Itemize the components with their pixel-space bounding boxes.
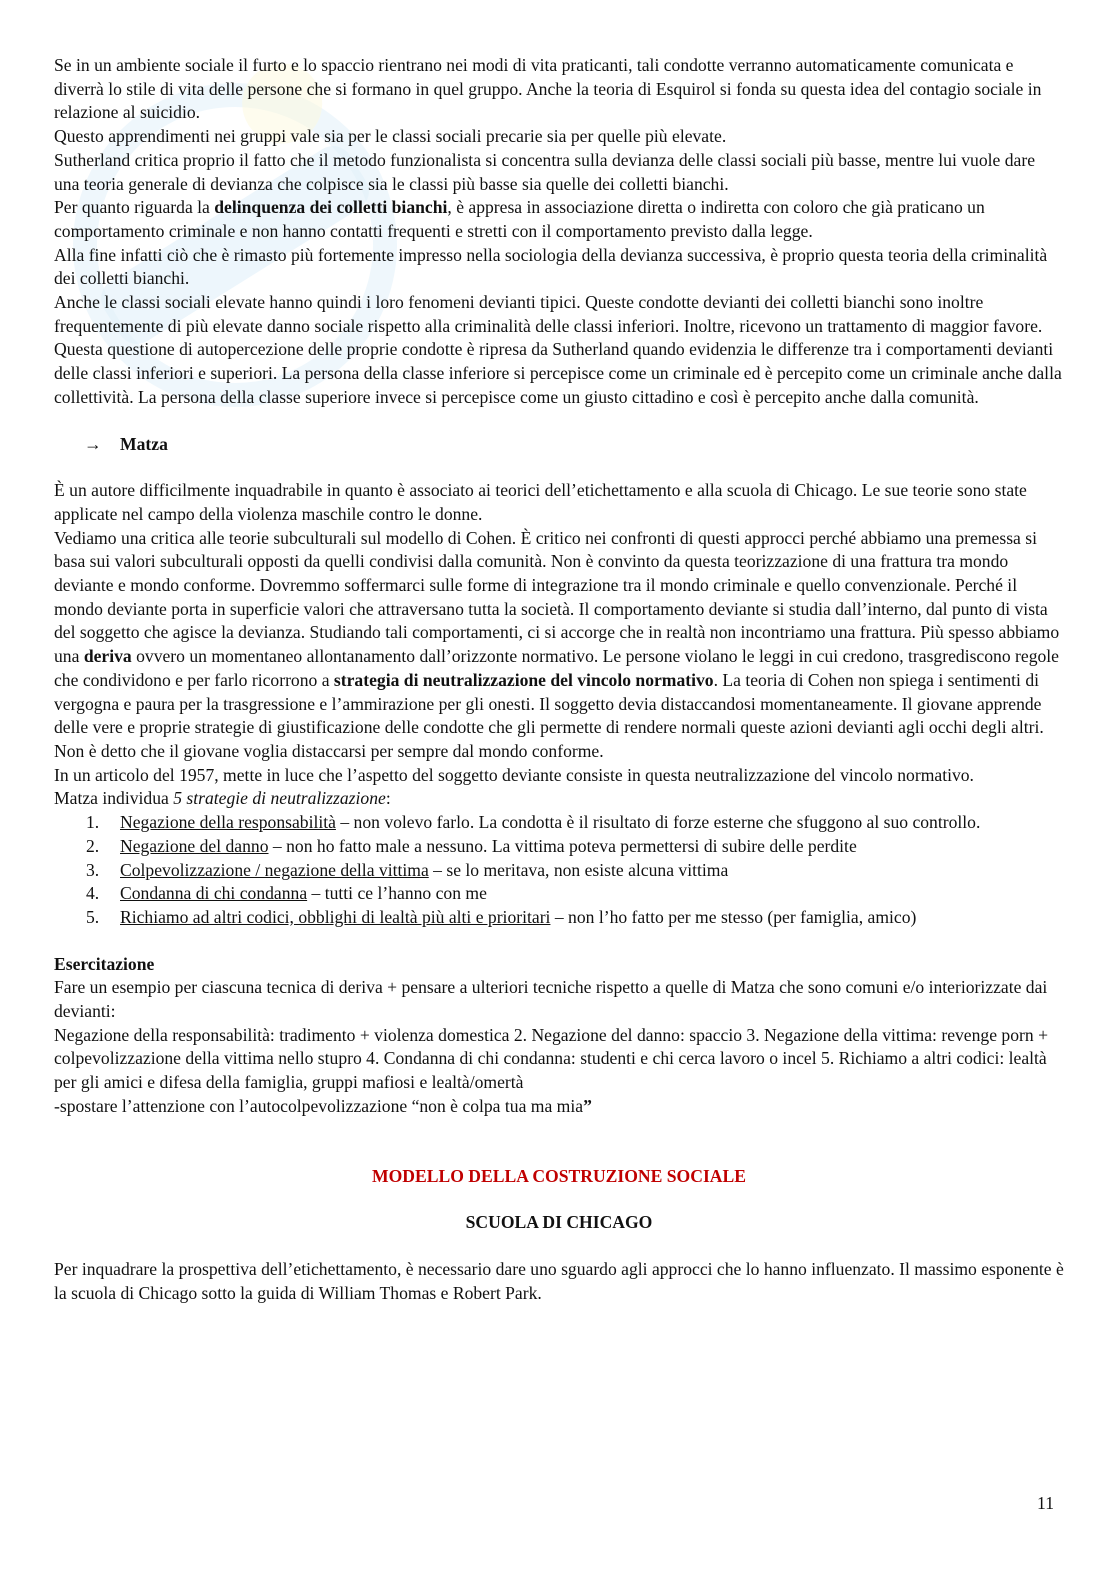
- strategy-desc: – se lo meritava, non esiste alcuna vittima: [428, 859, 729, 880]
- strategy-title: Colpevolizzazione / negazione della vittima: [120, 859, 429, 880]
- text-line: [54, 527, 1064, 764]
- text-line: Alla fine infatti ciò che è rimasto più fortemente impresso nella sociologia della devianza successiva, è proprio questa teoria della criminalità dei colletti bianchi.: [54, 244, 1048, 289]
- paragraph-chicago: Per inquadrare la prospettiva dell’etichettamento, è necessario dare uno sguardo agli approcci che lo hanno influenzato. Il massimo esponente è la scuola di Chicago sotto la guida di William Thomas e Robert Park.: [54, 1258, 1064, 1303]
- list-item: [54, 906, 1064, 930]
- strategy-desc: – tutti ce l’hanno con me: [307, 883, 487, 904]
- text-line: [54, 1095, 1064, 1119]
- subsection-title: SCUOLA DI CHICAGO: [465, 1212, 653, 1233]
- text-line: [54, 196, 1064, 243]
- italic-term: 5 strategie di neutralizzazione: [173, 788, 386, 809]
- text-line: Questo apprendimenti nei gruppi vale sia per le classi sociali precarie sia per quelle più elevate.: [54, 126, 727, 147]
- bold-term: strategia di neutralizzazione del vincolo normativo: [333, 669, 714, 690]
- matza-heading: [54, 433, 1064, 457]
- bold-term: delinquenza dei colletti bianchi: [214, 197, 448, 218]
- strategy-desc: – non l’ho fatto per me stesso (per famiglia, amico): [550, 906, 917, 927]
- page-number: 11: [1037, 1493, 1054, 1513]
- arrow-icon: →: [84, 433, 102, 454]
- text-line: Sutherland critica proprio il fatto che il metodo funzionalista si concentra sulla devianza delle classi sociali più basse, mentre lui vuole dare una teoria generale di devianza che colpisce sia le classi più basse sia quelle dei colletti bianchi.: [54, 149, 1036, 194]
- list-item: [54, 882, 1064, 906]
- strategy-desc: – non volevo farlo. La condotta è il risultato di forze esterne che sfuggono al suo controllo.: [335, 812, 981, 833]
- exercise-section: [54, 953, 1064, 1119]
- bold-term: ”: [583, 1095, 592, 1116]
- text-line: In un articolo del 1957, mette in luce che l’aspetto del soggetto deviante consiste in questa neutralizzazione del vincolo normativo.: [54, 764, 974, 785]
- text-run: :: [385, 788, 391, 809]
- text-line: Fare un esempio per ciascuna tecnica di deriva + pensare a ulteriori tecniche rispetto a quelle di Matza che sono comuni e/o interiorizzate dai devianti:: [54, 977, 1048, 1022]
- heading-label: Matza: [120, 433, 168, 454]
- text-line: Se in un ambiente sociale il furto e lo spaccio rientrano nei modi di vita praticanti, tali condotte verranno automaticamente comunicata e diverrà lo stile di vita delle persone che si formano in quel gruppo. Anche la teoria di Esquirol si fonda su questa idea del contagio sociale in relazione al suicidio.: [54, 55, 1042, 123]
- bold-term: deriva: [83, 646, 132, 667]
- text-line: [54, 787, 1064, 811]
- paragraph-sutherland: [54, 54, 1064, 410]
- strategy-title: Negazione della responsabilità: [120, 812, 336, 833]
- strategy-desc: – non ho fatto male a nessuno. La vittima poteva permettersi di subire delle perdite: [268, 835, 857, 856]
- text-run: . La teoria di Cohen non spiega i sentimenti di vergogna e paura per la trasgressione e l’ammirazione per gli onesti. Il soggetto devia distaccandosi momentaneamente. Il giovane apprende delle vere e proprie strategie di giustificazione delle condotte che gli permette di rendere normali queste azioni devianti agli occhi degli altri. Non è detto che il giovane voglia distaccarsi per sempre dal mondo conforme.: [54, 669, 1044, 761]
- list-number: 3.: [86, 859, 100, 880]
- text-run: -spostare l’attenzione con l’autocolpevolizzazione “non è colpa tua ma mia: [54, 1095, 584, 1116]
- paragraph-matza: [54, 479, 1064, 811]
- list-item: [54, 859, 1064, 883]
- strategy-title: Negazione del danno: [120, 835, 269, 856]
- list-number: 5.: [86, 906, 100, 927]
- text-line: È un autore difficilmente inquadrabile in quanto è associato ai teorici dell’etichettamento e alla scuola di Chicago. Le sue teorie sono state applicate nel campo della violenza maschile contro le donne.: [54, 480, 1027, 524]
- list-number: 4.: [86, 883, 100, 904]
- list-item: [54, 835, 1064, 859]
- strategy-title: Condanna di chi condanna: [120, 883, 308, 904]
- document-page: [54, 54, 1064, 1305]
- text-run: ovvero un momentaneo allontanamento dall’orizzonte normativo. Le persone violano le leggi in cui credono, trasgrediscono regole che condividono e per farlo ricorrono a: [54, 646, 1059, 690]
- list-number: 2.: [86, 835, 100, 856]
- text-run: Per quanto riguarda la: [54, 197, 215, 218]
- text-line: Negazione della responsabilità: tradimento + violenza domestica 2. Negazione del danno: spaccio 3. Negazione della vittima: revenge porn + colpevolizzazione della vittima nello stupro 4. Condanna di chi condanna: studenti e chi cerca lavoro o incel 5. Richiamo a altri codici: lealtà per gli amici e difesa della famiglia, gruppi mafiosi e lealtà/omertà: [54, 1024, 1048, 1093]
- text-run: Matza individua: [54, 788, 174, 809]
- list-item: [54, 811, 1064, 835]
- section-title: MODELLO DELLA COSTRUZIONE SOCIALE: [372, 1165, 746, 1186]
- text-run: Vediamo una critica alle teorie subculturali sul modello di Cohen. È critico nei confronti di questi approcci perché abbiamo una premessa si basa sui valori subculturali opposti da quelli condivisi dalla comunità. Non è convinto da questa teorizzazione di una frattura tra mondo deviante e mondo conforme. Dovremmo soffermarci sulle forme di integrazione tra il mondo criminale e quello convenzionale. Perché il mondo deviante porta in superficie valori che attraversano tutta la società. Il comportamento deviante si studia dall’interno, dal punto di vista del soggetto che agisce la devianza. Studiando tali comportamenti, ci si accorge che in realtà non incontriamo una frattura. Più spesso abbiamo una: [54, 527, 1060, 667]
- strategies-list: [54, 811, 1064, 930]
- text-run: , è appresa in associazione diretta o indiretta con coloro che già praticano un comportamento criminale e non hanno contatti frequenti e stretti con il comportamento previsto dalla legge.: [54, 197, 985, 241]
- exercise-title: Esercitazione: [54, 953, 155, 974]
- strategy-title: Richiamo ad altri codici, obblighi di lealtà più alti e prioritari: [120, 906, 551, 927]
- list-number: 1.: [86, 812, 100, 833]
- text-line: Anche le classi sociali elevate hanno quindi i loro fenomeni devianti tipici. Queste condotte devianti dei colletti bianchi sono inoltre frequentemente di più elevate danno sociale rispetto alla criminalità delle classi inferiori. Inoltre, ricevono un trattamento di maggior favore. Questa questione di autopercezione delle proprie condotte è ripresa da Sutherland quando evidenzia le differenze tra i comportamenti devianti delle classi inferiori e superiori. La persona della classe inferiore si percepisce come un criminale ed è percepito come un criminale anche dalla collettività. La persona della classe superiore invece si percepisce come un giusto cittadino e così è percepito anche dalla comunità.: [54, 292, 1062, 407]
